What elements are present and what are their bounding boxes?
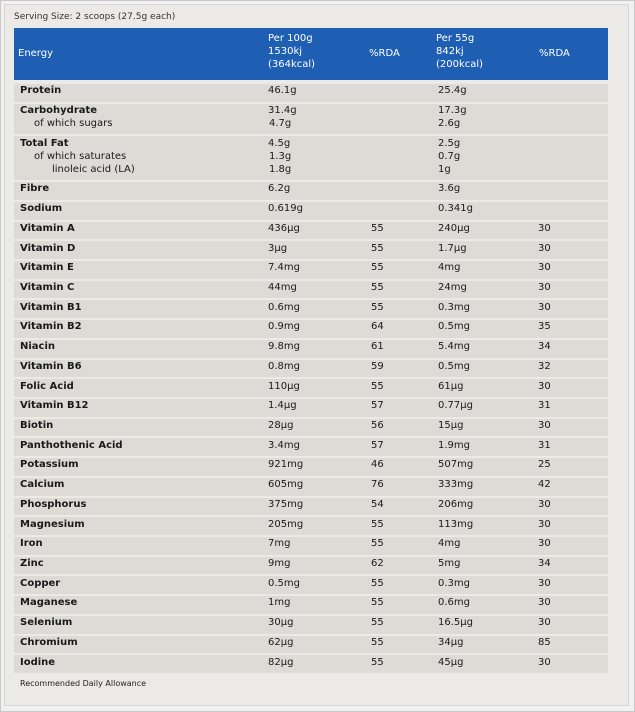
table-row	[14, 84, 608, 102]
nutrient-name: Vitamin A	[20, 222, 75, 234]
value-per-100g: 4.7g	[269, 118, 292, 130]
table-row	[14, 576, 608, 594]
header-rda-2: %RDA	[539, 48, 570, 59]
table-row	[14, 281, 608, 299]
rda-per-100g: 62	[371, 558, 384, 570]
value-per-100g: 62µg	[268, 636, 294, 648]
table-row	[14, 222, 608, 240]
header-per-55g-kcal: (200kcal)	[436, 59, 484, 70]
table-row	[14, 320, 608, 338]
table-row	[14, 636, 608, 654]
value-per-100g: 9mg	[268, 558, 291, 570]
value-per-55g: 0.341g	[438, 203, 473, 215]
value-per-55g: 1.7µg	[438, 242, 467, 254]
table-row	[14, 557, 608, 575]
nutrient-name: Selenium	[20, 617, 73, 629]
nutrient-name: Vitamin E	[20, 262, 74, 274]
value-per-100g: 1.8g	[269, 163, 292, 175]
rda-per-55g: 34	[538, 558, 551, 570]
value-per-55g: 45µg	[438, 656, 464, 668]
rda-per-100g: 55	[371, 301, 384, 313]
rda-per-100g: 55	[371, 617, 384, 629]
value-per-55g: 5.4mg	[438, 341, 470, 353]
value-per-55g: 1g	[438, 163, 451, 175]
rda-per-100g: 55	[371, 380, 384, 392]
value-per-55g: 16.5µg	[438, 617, 473, 629]
value-per-100g: 31.4g	[268, 105, 297, 117]
value-per-55g: 0.77µg	[438, 400, 473, 412]
rda-per-55g: 30	[538, 301, 551, 313]
rda-per-55g: 32	[538, 360, 551, 372]
value-per-55g: 2.5g	[438, 137, 461, 149]
value-per-100g: 1.3g	[269, 150, 292, 162]
rda-per-100g: 55	[371, 597, 384, 609]
value-per-100g: 1.4µg	[268, 400, 297, 412]
rda-per-100g: 55	[371, 636, 384, 648]
value-per-100g: 0.5mg	[268, 577, 300, 589]
rda-per-100g: 55	[371, 242, 384, 254]
value-per-55g: 333mg	[438, 479, 474, 491]
footnote: Recommended Daily Allowance	[20, 679, 147, 688]
table-row	[14, 399, 608, 417]
rda-per-55g: 25	[538, 459, 551, 471]
header-per-100g	[268, 32, 315, 71]
value-per-100g: 375mg	[268, 498, 304, 510]
rda-per-55g: 85	[538, 636, 551, 648]
table-header	[14, 28, 608, 80]
rda-per-55g: 30	[538, 380, 551, 392]
value-per-55g: 1.9mg	[438, 439, 470, 451]
table-row	[14, 202, 608, 220]
table-row	[14, 655, 608, 673]
header-per-100g-line: Per 100g	[268, 33, 313, 44]
nutrient-name: linoleic acid (LA)	[52, 163, 135, 175]
rda-per-100g: 64	[371, 321, 384, 333]
nutrient-name: Vitamin B6	[20, 360, 82, 372]
nutrient-name: Copper	[20, 577, 61, 589]
value-per-100g: 30µg	[268, 617, 294, 629]
nutrient-name: Protein	[20, 85, 62, 97]
nutrient-name: Magnesium	[20, 518, 85, 530]
table-row	[14, 340, 608, 358]
table-row	[14, 136, 608, 180]
value-per-55g: 206mg	[438, 498, 474, 510]
value-per-55g: 3.6g	[438, 183, 461, 195]
rda-per-55g: 34	[538, 341, 551, 353]
table-row	[14, 498, 608, 516]
header-rda-1: %RDA	[369, 48, 400, 59]
value-per-55g: 507mg	[438, 459, 474, 471]
value-per-55g: 4mg	[438, 538, 461, 550]
header-per-55g-kj: 842kj	[436, 46, 464, 57]
rda-per-55g: 35	[538, 321, 551, 333]
value-per-55g: 15µg	[438, 420, 464, 432]
rda-per-55g: 30	[538, 242, 551, 254]
nutrient-name: Iodine	[20, 656, 56, 668]
rda-per-100g: 55	[371, 577, 384, 589]
value-per-55g: 4mg	[438, 262, 461, 274]
value-per-100g: 4.5g	[268, 137, 291, 149]
rda-per-100g: 55	[371, 656, 384, 668]
value-per-100g: 1mg	[268, 597, 291, 609]
value-per-55g: 113mg	[438, 518, 474, 530]
table-row	[14, 438, 608, 456]
value-per-100g: 7.4mg	[268, 262, 300, 274]
value-per-100g: 0.8mg	[268, 360, 300, 372]
value-per-55g: 34µg	[438, 636, 464, 648]
value-per-100g: 3µg	[268, 242, 288, 254]
rda-per-55g: 30	[538, 222, 551, 234]
value-per-55g: 0.6mg	[438, 597, 470, 609]
table-row	[14, 616, 608, 634]
rda-per-55g: 31	[538, 400, 551, 412]
table-row	[14, 537, 608, 555]
rda-per-100g: 57	[371, 400, 384, 412]
table-row	[14, 458, 608, 476]
nutrient-name: Folic Acid	[20, 380, 74, 392]
value-per-100g: 205mg	[268, 518, 304, 530]
nutrient-name: of which saturates	[34, 150, 127, 162]
nutrient-name: Niacin	[20, 341, 56, 353]
nutrient-name: Potassium	[20, 459, 79, 471]
rda-per-55g: 42	[538, 479, 551, 491]
table-row	[14, 379, 608, 397]
rda-per-100g: 55	[371, 538, 384, 550]
value-per-55g: 0.3mg	[438, 301, 470, 313]
value-per-100g: 28µg	[268, 420, 294, 432]
value-per-100g: 0.6mg	[268, 301, 300, 313]
table-row	[14, 596, 608, 614]
value-per-100g: 0.619g	[268, 203, 303, 215]
table-row	[14, 241, 608, 259]
nutrient-name: Sodium	[20, 203, 63, 215]
rda-per-55g: 30	[538, 538, 551, 550]
rda-per-100g: 55	[371, 262, 384, 274]
rda-per-55g: 30	[538, 282, 551, 294]
table-row	[14, 517, 608, 535]
rda-per-55g: 30	[538, 577, 551, 589]
rda-per-100g: 54	[371, 498, 384, 510]
value-per-100g: 0.9mg	[268, 321, 300, 333]
table-row	[14, 300, 608, 318]
rda-per-100g: 56	[371, 420, 384, 432]
nutrient-name: Panthothenic Acid	[20, 439, 123, 451]
value-per-55g: 2.6g	[438, 118, 461, 130]
value-per-100g: 82µg	[268, 656, 294, 668]
value-per-100g: 3.4mg	[268, 439, 300, 451]
nutrient-name: Vitamin C	[20, 282, 75, 294]
value-per-55g: 61µg	[438, 380, 464, 392]
rda-per-55g: 30	[538, 420, 551, 432]
rda-per-100g: 76	[371, 479, 384, 491]
value-per-100g: 44mg	[268, 282, 297, 294]
rda-per-55g: 30	[538, 617, 551, 629]
nutrient-name: Calcium	[20, 479, 65, 491]
value-per-55g: 5mg	[438, 558, 461, 570]
rda-per-55g: 30	[538, 498, 551, 510]
nutrient-name: Zinc	[20, 558, 44, 570]
rda-per-55g: 31	[538, 439, 551, 451]
value-per-55g: 25.4g	[438, 85, 467, 97]
serving-size: Serving Size: 2 scoops (27.5g each)	[14, 12, 176, 22]
rda-per-55g: 30	[538, 262, 551, 274]
value-per-100g: 9.8mg	[268, 341, 300, 353]
value-per-55g: 0.3mg	[438, 577, 470, 589]
value-per-100g: 6.2g	[268, 183, 291, 195]
value-per-100g: 7mg	[268, 538, 291, 550]
table-row	[14, 419, 608, 437]
value-per-55g: 0.5mg	[438, 321, 470, 333]
value-per-55g: 17.3g	[438, 105, 467, 117]
table-row	[14, 360, 608, 378]
header-per-55g-line: Per 55g	[436, 33, 475, 44]
header-per-100g-kj: 1530kj	[268, 46, 303, 57]
rda-per-100g: 55	[371, 222, 384, 234]
value-per-55g: 0.5mg	[438, 360, 470, 372]
nutrient-name: Carbohydrate	[20, 105, 98, 117]
nutrient-name: Vitamin D	[20, 242, 76, 254]
value-per-100g: 605mg	[268, 479, 304, 491]
nutrient-name: Phosphorus	[20, 498, 87, 510]
header-energy-label: Energy	[18, 48, 54, 59]
nutrient-name: Biotin	[20, 420, 54, 432]
table-row	[14, 104, 608, 135]
rda-per-55g: 30	[538, 518, 551, 530]
rda-per-100g: 61	[371, 341, 384, 353]
value-per-55g: 0.7g	[438, 150, 461, 162]
rda-per-55g: 30	[538, 597, 551, 609]
header-per-100g-kcal: (364kcal)	[268, 59, 316, 70]
nutrient-name: Vitamin B2	[20, 321, 82, 333]
nutrient-name: Vitamin B1	[20, 301, 82, 313]
rda-per-100g: 55	[371, 282, 384, 294]
table-row	[14, 261, 608, 279]
nutrient-name: Maganese	[20, 597, 78, 609]
rda-per-55g: 30	[538, 656, 551, 668]
nutrient-name: of which sugars	[34, 118, 113, 130]
value-per-55g: 24mg	[438, 282, 467, 294]
value-per-100g: 436µg	[268, 222, 300, 234]
rda-per-100g: 55	[371, 518, 384, 530]
nutrient-name: Total Fat	[20, 137, 69, 149]
nutrient-name: Chromium	[20, 636, 78, 648]
nutrient-name: Iron	[20, 538, 43, 550]
table-row	[14, 182, 608, 200]
value-per-100g: 921mg	[268, 459, 304, 471]
table-row	[14, 478, 608, 496]
nutrient-name: Vitamin B12	[20, 400, 89, 412]
value-per-55g: 240µg	[438, 222, 470, 234]
rda-per-100g: 57	[371, 439, 384, 451]
value-per-100g: 46.1g	[268, 85, 297, 97]
nutrient-name: Fibre	[20, 183, 50, 195]
value-per-100g: 110µg	[268, 380, 300, 392]
header-per-55g	[436, 32, 483, 71]
rda-per-100g: 59	[371, 360, 384, 372]
rda-per-100g: 46	[371, 459, 384, 471]
